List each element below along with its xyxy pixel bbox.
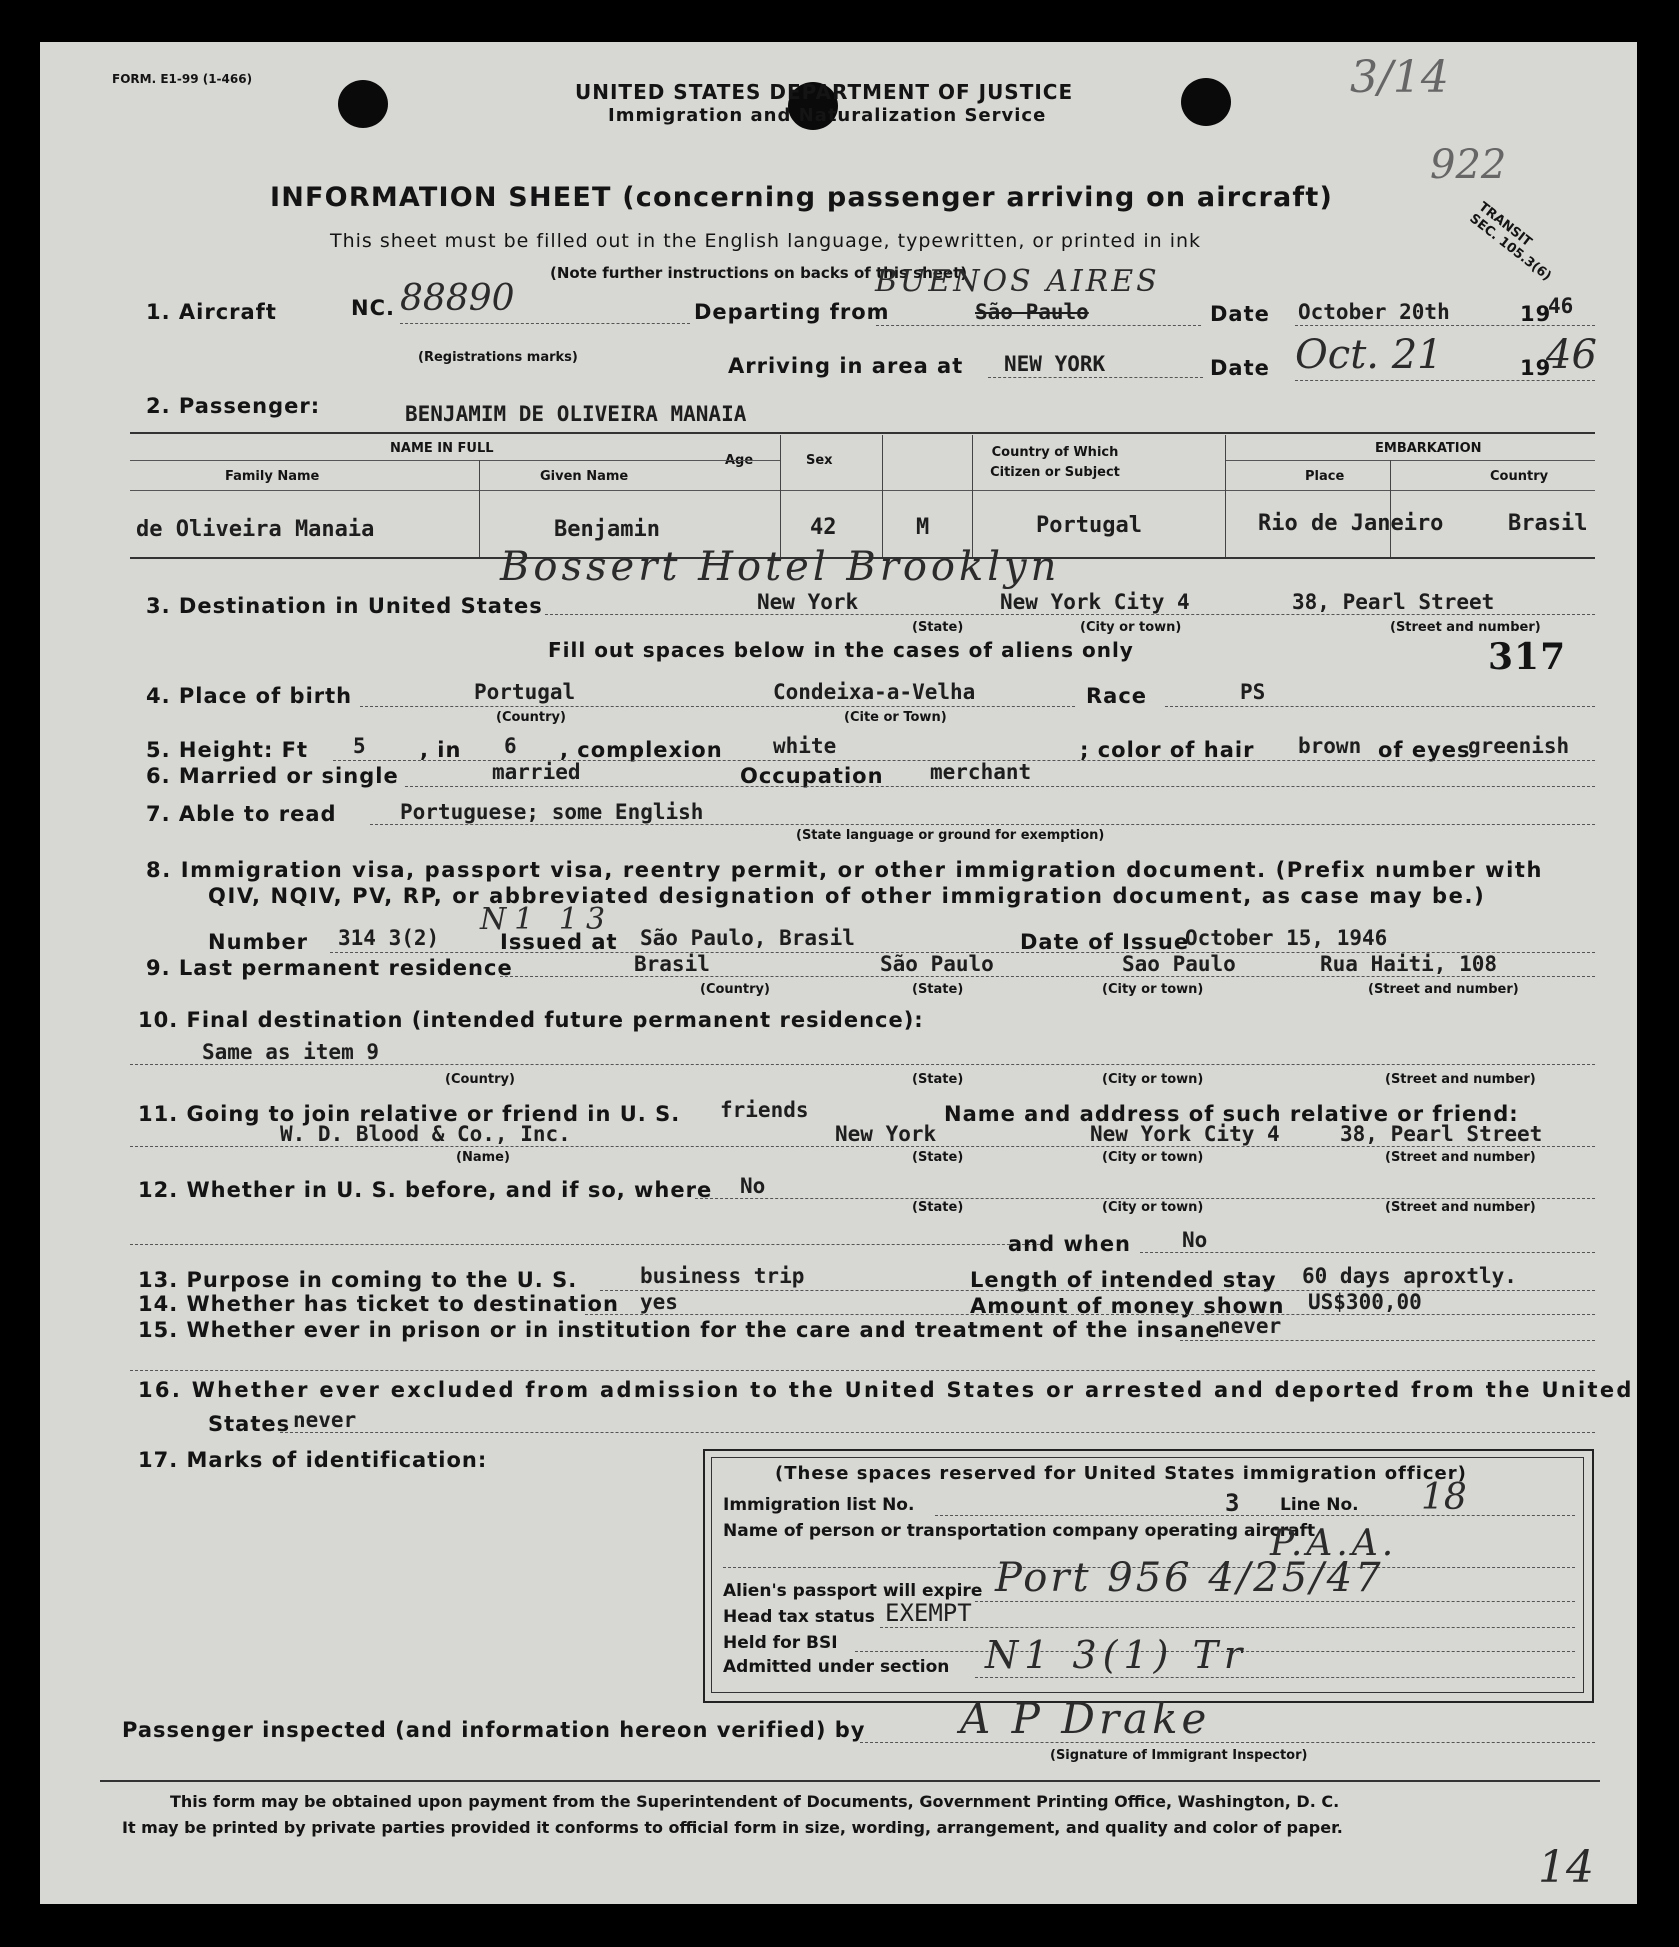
list-no-label: Immigration list No.: [723, 1495, 915, 1515]
join-value: friends: [720, 1098, 809, 1122]
passport-expire-label: Alien's passport will expire: [723, 1581, 983, 1601]
cell-citizen-of: Portugal: [1036, 513, 1142, 538]
caption-friend-street: (Street and number): [1385, 1150, 1536, 1165]
caption-prev-state: (State): [912, 1200, 964, 1215]
date-of-issue-label: Date of Issue: [1020, 930, 1190, 954]
race-value: PS: [1240, 680, 1266, 704]
when-label: and when: [1008, 1232, 1132, 1256]
cell-family-name: de Oliveira Manaia: [136, 517, 375, 542]
complexion-value: white: [773, 734, 837, 758]
exclusion-label-2: States: [208, 1412, 291, 1436]
note-line: (Note further instructions on backs of this sheet): [550, 264, 968, 282]
purpose-value: business trip: [640, 1264, 805, 1288]
caption-prev-street: (Street and number): [1385, 1200, 1536, 1215]
arrival-year-prefix: 19: [1520, 356, 1552, 380]
header-country-citizen: Country of Which Citizen or Subject: [990, 445, 1120, 480]
caption-res-city: (City or town): [1102, 982, 1204, 997]
serial-number: 317: [1488, 636, 1567, 678]
arriving-label: Arriving in area at: [728, 354, 964, 378]
caption-res-state: (State): [912, 982, 964, 997]
signature-caption: (Signature of Immigrant Inspector): [1050, 1748, 1308, 1763]
document-number: 314 3(2): [338, 926, 440, 950]
footer-line-2: It may be printed by private parties provided it conforms to official form in size, wording, arrangement, and quality and color of paper.: [122, 1818, 1343, 1837]
name-address-label: Name and address of such relative or friend:: [944, 1102, 1519, 1126]
departure-date: October 20th: [1298, 300, 1450, 324]
exclusion-label-1: 16. Whether ever excluded from admission to the United States or arrested and deported from the United: [138, 1378, 1634, 1402]
friend-name: W. D. Blood & Co., Inc.: [280, 1122, 571, 1146]
form-number: FORM. E1-99 (1-466): [112, 72, 253, 86]
nc-label: NC.: [351, 296, 395, 320]
sheet-title: INFORMATION SHEET (concerning passenger arriving on aircraft): [270, 182, 1334, 213]
identification-label: 17. Marks of identification:: [138, 1448, 488, 1472]
stay-length-label: Length of intended stay: [970, 1268, 1277, 1292]
final-destination-value: Same as item 9: [202, 1040, 380, 1064]
bsi-label: Held for BSI: [723, 1633, 838, 1653]
list-no-value: 3: [1225, 1489, 1240, 1517]
ticket-value: yes: [640, 1290, 678, 1314]
caption-friend-state: (State): [912, 1150, 964, 1165]
passport-expire-value: Port 956 4/25/47: [995, 1555, 1384, 1601]
money-label: Amount of money shown: [970, 1294, 1285, 1318]
friend-state: New York: [835, 1122, 937, 1146]
header-sex: Sex: [806, 453, 833, 468]
caption-state: (State): [912, 620, 964, 635]
caption-literacy: (State language or ground for exemption): [796, 828, 1105, 843]
eyes-value: greenish: [1468, 734, 1570, 758]
caption-birth-country: (Country): [496, 710, 566, 725]
birth-country: Portugal: [474, 680, 576, 704]
join-label: 11. Going to join relative or friend in U. S.: [138, 1102, 681, 1126]
birthplace-label: 4. Place of birth: [146, 684, 353, 708]
when-value: No: [1182, 1228, 1208, 1252]
friend-street: 38, Pearl Street: [1340, 1122, 1543, 1146]
complexion-label: , complexion: [560, 738, 723, 762]
date-of-issue: October 15, 1946: [1185, 926, 1388, 950]
officer-box: [703, 1449, 1594, 1703]
information-sheet: [40, 42, 1637, 1904]
departing-label: Departing from: [694, 300, 890, 324]
corner-annotation: 14: [1538, 1842, 1594, 1893]
occupation-value: merchant: [930, 760, 1032, 784]
document-line-2: QIV, NQIV, PV, RP, or abbreviated designation of other immigration document, as case may be.): [208, 884, 1486, 908]
destination-state: New York: [757, 590, 859, 614]
passenger-name: BENJAMIM DE OLIVEIRA MANAIA: [405, 402, 747, 426]
previous-visit-label: 12. Whether in U. S. before, and if so, where: [138, 1178, 713, 1202]
marital-value: married: [492, 760, 581, 784]
document-line-1: 8. Immigration visa, passport visa, reentry permit, or other immigration document. (Prefix number with: [146, 858, 1544, 882]
caption-res-country: (Country): [700, 982, 770, 997]
arrival-date-label: Date: [1210, 356, 1270, 380]
literacy-value: Portuguese; some English: [400, 800, 704, 824]
residence-street: Rua Haiti, 108: [1320, 952, 1498, 976]
punch-hole-left: [338, 80, 388, 128]
inspection-label: Passenger inspected (and information hereon verified) by: [122, 1718, 866, 1742]
cell-sex: M: [916, 515, 930, 540]
document-number-label: Number: [208, 930, 309, 954]
cell-age: 42: [810, 515, 837, 540]
inches-label: , in: [420, 738, 462, 762]
marital-label: 6. Married or single: [146, 764, 399, 788]
caption-final-street: (Street and number): [1385, 1072, 1536, 1087]
prison-label: 15. Whether ever in prison or in institution for the care and treatment of the insane: [138, 1318, 1221, 1342]
transit-stamp: TRANSIT SEC. 105.3(6): [1466, 199, 1554, 285]
caption-city: (City or town): [1080, 620, 1182, 635]
eyes-label: of eyes: [1378, 738, 1471, 762]
officer-box-title: (These spaces reserved for United States immigration officer): [775, 1463, 1467, 1484]
footer-line-1: This form may be obtained upon payment from the Superintendent of Documents, Government Printing Office, Washington, D. C.: [170, 1792, 1340, 1811]
header-embarkation: EMBARKATION: [1375, 441, 1482, 456]
arrival-year: 46: [1546, 332, 1597, 378]
caption-prev-city: (City or town): [1102, 1200, 1204, 1215]
occupation-label: Occupation: [740, 764, 884, 788]
document-handwritten: N1 13: [480, 902, 614, 937]
head-tax-label: Head tax status: [723, 1607, 875, 1627]
height-inches: 6: [504, 734, 517, 758]
friend-city: New York City 4: [1090, 1122, 1280, 1146]
hair-value: brown: [1298, 734, 1362, 758]
prison-value: never: [1218, 1314, 1282, 1338]
line-no-value: 18: [1421, 1477, 1467, 1518]
admitted-label: Admitted under section: [723, 1657, 950, 1677]
stay-length: 60 days aproxtly.: [1302, 1264, 1517, 1288]
header-name-in-full: NAME IN FULL: [390, 441, 494, 456]
residence-country: Brasil: [634, 952, 710, 976]
operator-value: P.A.A.: [1270, 1523, 1398, 1564]
departure-year-prefix: 19: [1520, 302, 1552, 326]
departure-year: 46: [1548, 294, 1574, 318]
header-family-name: Family Name: [225, 469, 320, 484]
top-right-number: 922: [1430, 142, 1507, 188]
head-tax-value: EXEMPT: [885, 1599, 972, 1627]
purpose-label: 13. Purpose in coming to the U. S.: [138, 1268, 578, 1292]
hair-label: ; color of hair: [1080, 738, 1255, 762]
departing-handwritten: BUENOS AIRES: [875, 264, 1160, 299]
caption-birth-town: (Cite or Town): [844, 710, 947, 725]
race-label: Race: [1086, 684, 1148, 708]
residence-state: São Paulo: [880, 952, 994, 976]
caption-final-state: (State): [912, 1072, 964, 1087]
cell-embarkation-country: Brasil: [1508, 511, 1588, 536]
caption-final-city: (City or town): [1102, 1072, 1204, 1087]
passenger-label: 2. Passenger:: [146, 394, 321, 418]
caption-friend-name: (Name): [456, 1150, 510, 1165]
department-title: UNITED STATES DEPARTMENT OF JUSTICE: [575, 80, 1074, 104]
issued-at: São Paulo, Brasil: [640, 926, 855, 950]
registration-number: 88890: [400, 278, 515, 319]
destination-handwritten: Bossert Hotel Brooklyn: [500, 544, 1061, 590]
aliens-only-note: Fill out spaces below in the cases of aliens only: [548, 638, 1134, 662]
caption-friend-city: (City or town): [1102, 1150, 1204, 1165]
line-no-label: Line No.: [1280, 1495, 1359, 1515]
header-place: Place: [1305, 469, 1345, 484]
cell-embarkation-place: Rio de Janeiro: [1258, 511, 1444, 536]
cell-given-name: Benjamin: [554, 517, 660, 542]
destination-city: New York City 4: [1000, 590, 1190, 614]
arriving-value: NEW YORK: [1004, 352, 1106, 376]
money-value: US$300,00: [1308, 1290, 1422, 1314]
caption-final-country: (Country): [445, 1072, 515, 1087]
arrival-date: Oct. 21: [1295, 332, 1443, 378]
final-destination-label: 10. Final destination (intended future permanent residence):: [138, 1008, 924, 1032]
operator-label: Name of person or transportation company operating aircraft: [723, 1521, 1316, 1541]
header-embarkation-country: Country: [1490, 469, 1549, 484]
inspector-signature: A P Drake: [960, 1694, 1211, 1743]
punch-hole-right: [1181, 78, 1231, 126]
literacy-label: 7. Able to read: [146, 802, 337, 826]
passenger-table: [130, 435, 1595, 559]
birth-town: Condeixa-a-Velha: [773, 680, 976, 704]
destination-street: 38, Pearl Street: [1292, 590, 1495, 614]
date-label: Date: [1210, 302, 1270, 326]
height-label: 5. Height: Ft: [146, 738, 309, 762]
instruction-line: This sheet must be filled out in the English language, typewritten, or printed in ink: [330, 230, 1202, 252]
previous-visit-value: No: [740, 1174, 766, 1198]
departing-typed: São Paulo: [975, 300, 1089, 324]
admitted-value: N1 3(1) Tr: [985, 1633, 1249, 1677]
registration-caption: (Registrations marks): [418, 350, 578, 365]
header-given-name: Given Name: [540, 469, 629, 484]
exclusion-value: never: [293, 1408, 357, 1432]
top-right-annotation: 3/14: [1350, 52, 1449, 103]
caption-street: (Street and number): [1390, 620, 1541, 635]
ticket-label: 14. Whether has ticket to destination: [138, 1292, 619, 1316]
issued-at-label: Issued at: [500, 930, 618, 954]
residence-label: 9. Last permanent residence: [146, 956, 513, 980]
residence-city: Sao Paulo: [1122, 952, 1236, 976]
header-age: Age: [725, 453, 754, 468]
service-title: Immigration and Naturalization Service: [608, 105, 1047, 126]
caption-res-street: (Street and number): [1368, 982, 1519, 997]
height-feet: 5: [353, 734, 366, 758]
destination-label: 3. Destination in United States: [146, 594, 543, 618]
aircraft-label: 1. Aircraft: [146, 300, 277, 324]
